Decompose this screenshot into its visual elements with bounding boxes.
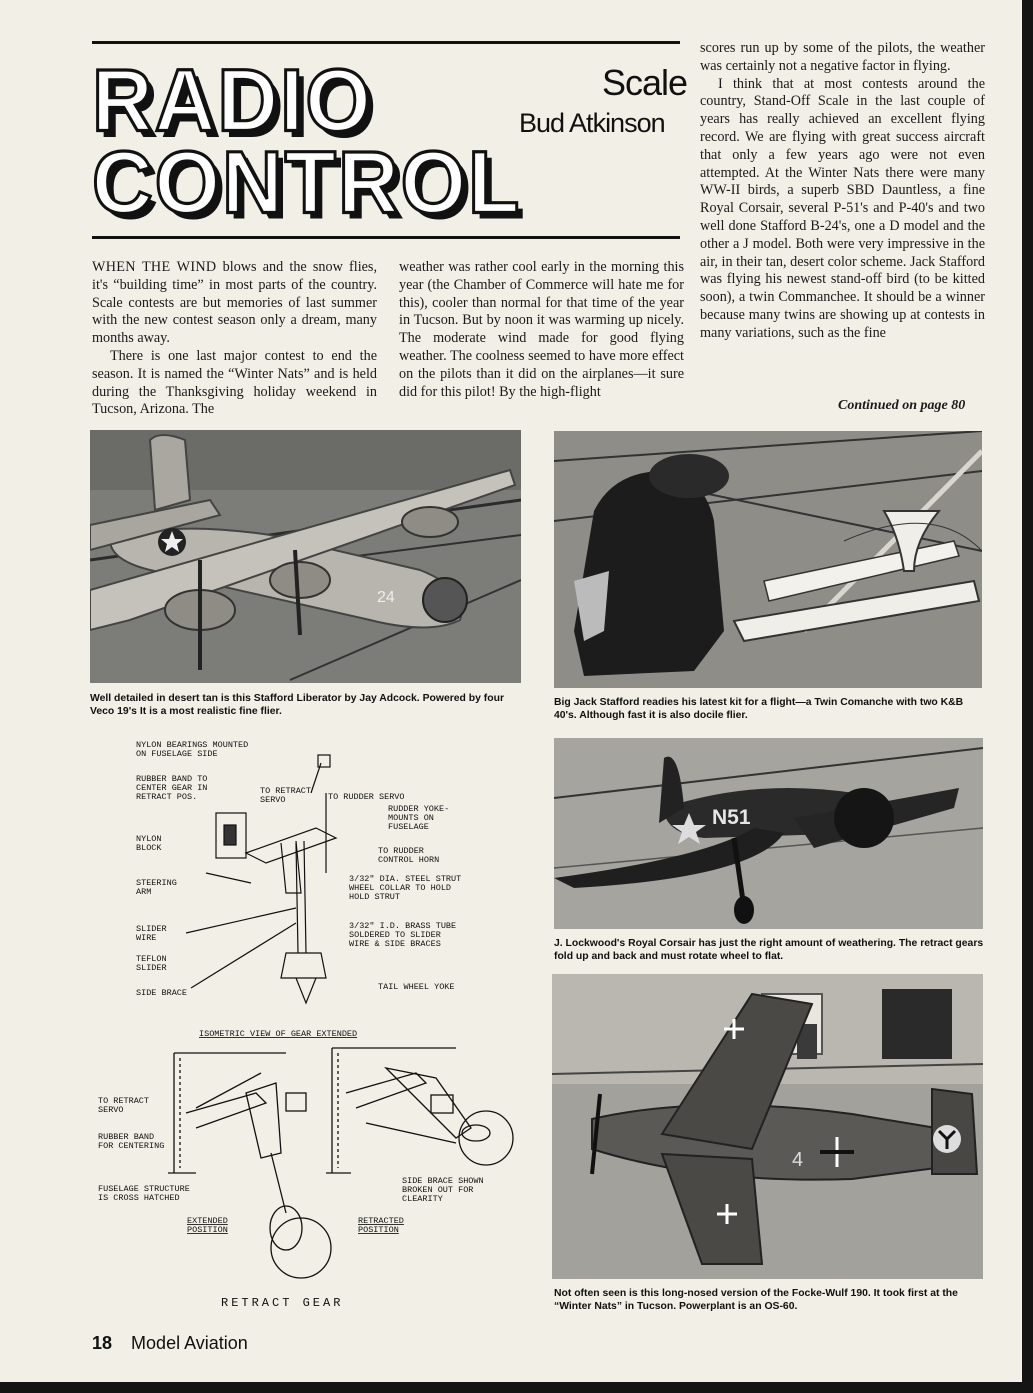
photo-comanche xyxy=(554,431,982,688)
paragraph: scores run up by some of the pilots, the weather was certainly not a negative factor in flying. xyxy=(700,40,985,74)
caption-corsair: J. Lockwood's Royal Corsair has just the right amount of weathering. The retract gears fold up and back and must rotate wheel to flat. xyxy=(554,938,984,962)
continued-note: Continued on page 80 xyxy=(838,398,966,413)
focke-wulf-marking: 4 xyxy=(792,1149,804,1171)
caption-liberator: Well detailed in desert tan is this Stafford Liberator by Jay Adcock. Powered by four Veco 19's It is a most realistic fine flier. xyxy=(90,693,504,717)
diagram-label-to-retract-top: TO RETRACT SERVO xyxy=(260,786,312,805)
diagram-label-slider-wire: SLIDER WIRE xyxy=(136,924,167,943)
diagram-label-retracted: RETRACTED POSITION xyxy=(358,1216,404,1235)
article-column-1 xyxy=(92,259,377,419)
diagram-label-title: RETRACT GEAR xyxy=(221,1296,344,1310)
focke-wulf-image xyxy=(552,974,983,1279)
liberator-marking: 24 xyxy=(377,589,395,606)
diagram-label-steel-strut: 3/32" DIA. STEEL STRUT WHEEL COLLAR TO HOLD HOLD STRUT xyxy=(349,874,462,902)
caption-focke-wulf: Not often seen is this long-nosed version of the Focke-Wulf 190. It took first at the “Winter Nats” in Tucson. Powerplant is an OS-60. xyxy=(554,1288,958,1312)
section-label: Scale xyxy=(602,62,688,103)
magazine-name: Model Aviation xyxy=(131,1333,248,1353)
diagram-label-to-rudder-servo: TO RUDDER SERVO xyxy=(328,792,405,802)
corsair-image xyxy=(554,738,983,929)
diagram-drawing xyxy=(96,733,536,1323)
comanche-image xyxy=(554,431,982,688)
diagram-label-side-brace: SIDE BRACE xyxy=(136,988,188,998)
header-bottom-rule xyxy=(92,236,680,239)
diagram-label-isometric: ISOMETRIC VIEW OF GEAR EXTENDED xyxy=(199,1029,358,1039)
photo-focke-wulf xyxy=(552,974,983,1279)
diagram-label-fuselage-structure: FUSELAGE STRUCTURE IS CROSS HATCHED xyxy=(98,1184,190,1203)
page-footer xyxy=(92,1333,248,1354)
diagram-label-side-brace-shown: SIDE BRACE SHOWN BROKEN OUT FOR CLEARITY xyxy=(402,1176,484,1204)
paragraph: There is one last major contest to end the season. It is named the “Winter Nats” and is held during the Thanksgiving holiday weekend in Tucson, Arizona. The xyxy=(92,347,377,418)
article-column-3 xyxy=(700,40,985,343)
diagram-label-rubber-centering: RUBBER BAND FOR CENTERING xyxy=(98,1132,165,1151)
diagram-label-brass-tube: 3/32" I.D. BRASS TUBE SOLDERED TO SLIDER WIRE & SIDE BRACES xyxy=(349,921,457,949)
diagram-label-to-rudder-horn: TO RUDDER CONTROL HORN xyxy=(378,846,440,865)
paragraph: I think that at most contests around the country, Stand-Off Scale in the last couple of years has really achieved an excellent flying record. We are flying with great success aircraft that only a few years ago were not even attempted. At the Winter Nats there were many WW-II birds, a superb SBD Dauntless, a fine Royal Corsair, several P-51's and P-40's and two well done Stafford B-24's, one a D model and the other a J model. Both were very impressive in the air, in their tan, desert color scheme. Jack Stafford was flying his newest stand-off bird (to be kitted soon), a twin Commanchee. It should be a winner because many twins are showing up at contests in many variations, such as the fine xyxy=(700,75,985,341)
diagram-label-rudder-yoke: RUDDER YOKE-MOUNTS ON FUSELAGE xyxy=(388,804,450,832)
retract-gear-diagram xyxy=(96,733,536,1323)
caption-comanche: Big Jack Stafford readies his latest kit for a flight—a Twin Comanche with two K&B 40's. Although fast it is also docile flier. xyxy=(554,697,964,721)
diagram-label-rubber-band: RUBBER BAND TO CENTER GEAR IN RETRACT POS. xyxy=(136,774,208,802)
paragraph: weather was rather cool early in the morning this year (the Chamber of Commerce will hate me for this), cooler than normal for that time of the year in Tucson. But by noon it was warming up nicely. The moderate wind made for good flying weather. The coolness seemed to have more effect on the pilots than it did on the airplanes—it sure did for this pilot! By the high-flight xyxy=(399,259,684,400)
page-number: 18 xyxy=(92,1333,113,1353)
diagram-label-steering-arm: STEERING ARM xyxy=(136,878,177,897)
photo-liberator xyxy=(90,430,521,683)
diagram-label-nylon-block: NYLON BLOCK xyxy=(136,834,162,853)
article-column-2 xyxy=(399,259,684,401)
diagram-label-nylon-bearings: NYLON BEARINGS MOUNTED ON FUSELAGE SIDE xyxy=(136,740,249,759)
header-top-rule xyxy=(92,41,680,44)
diagram-label-tail-wheel-yoke: TAIL WHEEL YOKE xyxy=(378,982,455,992)
lead-in: WHEN THE WIND xyxy=(92,259,217,275)
liberator-image xyxy=(90,430,521,683)
diagram-label-to-retract-bottom: TO RETRACT SERVO xyxy=(98,1096,150,1115)
photo-corsair xyxy=(554,738,983,929)
diagram-label-teflon-slider: TEFLON SLIDER xyxy=(136,954,167,973)
paragraph: WHEN THE WIND blows and the snow flies, it's “building time” in most parts of the country. Scale contests are but memories of last summer with the new contest season only a dream, many months away. xyxy=(92,259,377,347)
author-byline: Bud Atkinson xyxy=(519,108,665,138)
corsair-marking: N51 xyxy=(712,806,751,829)
diagram-label-extended: EXTENDED POSITION xyxy=(187,1216,228,1235)
title-radio: RADIO xyxy=(92,50,373,150)
title-control: CONTROL xyxy=(92,132,522,232)
